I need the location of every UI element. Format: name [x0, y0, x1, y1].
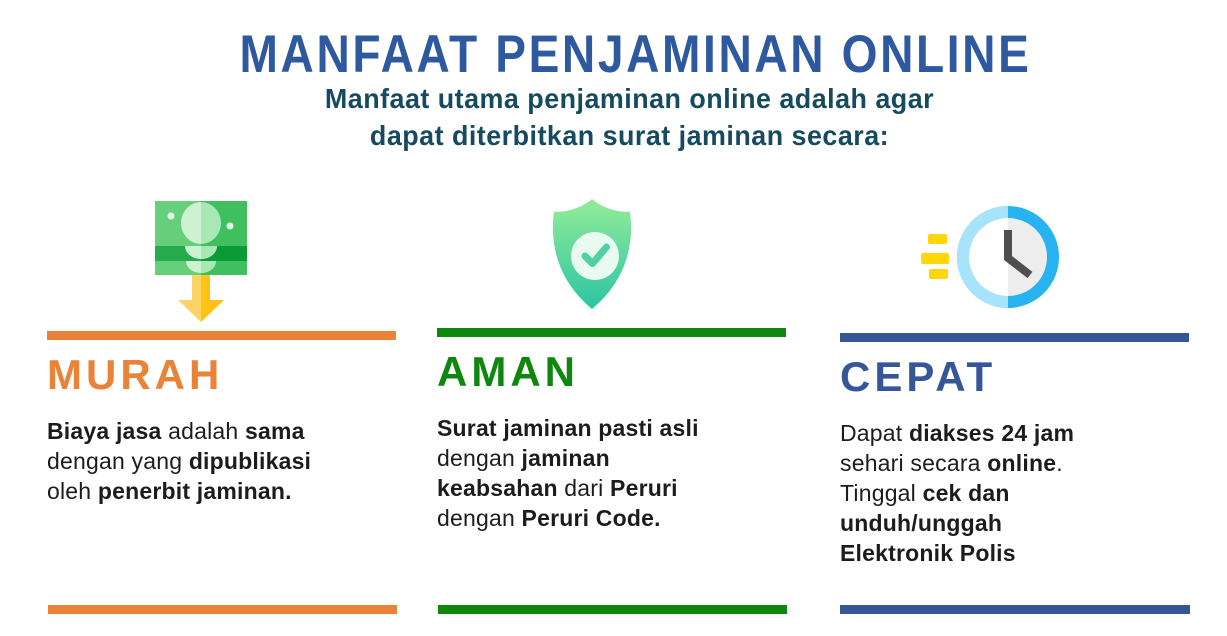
murah-heading: MURAH [47, 351, 224, 398]
aman-accent-bar [437, 328, 786, 337]
cepat-bottom-bar [840, 605, 1190, 614]
paragraph-line: Elektronik Polis [840, 540, 1016, 566]
cepat-heading: CEPAT [840, 353, 997, 400]
cepat-paragraph [840, 418, 1189, 568]
aman-heading: AMAN [437, 348, 579, 395]
paragraph-line: oleh penerbit jaminan. [47, 478, 292, 504]
page-subtitle [41, 80, 1219, 154]
paragraph-line: dengan Peruri Code. [437, 505, 661, 531]
money-stack-down-arrow-icon [154, 200, 248, 329]
paragraph-line: dengan yang dipublikasi [47, 448, 312, 474]
column-cepat [840, 333, 1189, 568]
subtitle-line-2: dapat diterbitkan surat jaminan secara: [369, 120, 890, 151]
paragraph-line: Surat jaminan pasti asli [437, 415, 699, 441]
murah-bottom-bar [48, 605, 397, 614]
murah-paragraph [47, 416, 396, 506]
subtitle-line-1: Manfaat utama penjaminan online adalah agar [324, 83, 935, 114]
paragraph-line: unduh/unggah [840, 510, 1003, 536]
paragraph-line: Dapat diakses 24 jam [840, 420, 1075, 446]
paragraph-line: sehari secara online. [840, 450, 1063, 476]
aman-paragraph [437, 413, 786, 533]
shield-check-icon [545, 198, 639, 315]
paragraph-line: Biaya jasa adalah sama [47, 418, 305, 444]
page-title: MANFAAT PENJAMINAN ONLINE [239, 25, 1032, 84]
clock-speed-lines-icon [918, 203, 1060, 316]
paragraph-line: Tinggal cek dan [840, 480, 1010, 506]
paragraph-line: dengan jaminan [437, 445, 610, 471]
murah-accent-bar [47, 331, 396, 340]
paragraph-line: keabsahan dari Peruri [437, 475, 678, 501]
column-murah [47, 331, 396, 506]
aman-bottom-bar [438, 605, 787, 614]
column-aman [437, 328, 786, 533]
cepat-accent-bar [840, 333, 1189, 342]
